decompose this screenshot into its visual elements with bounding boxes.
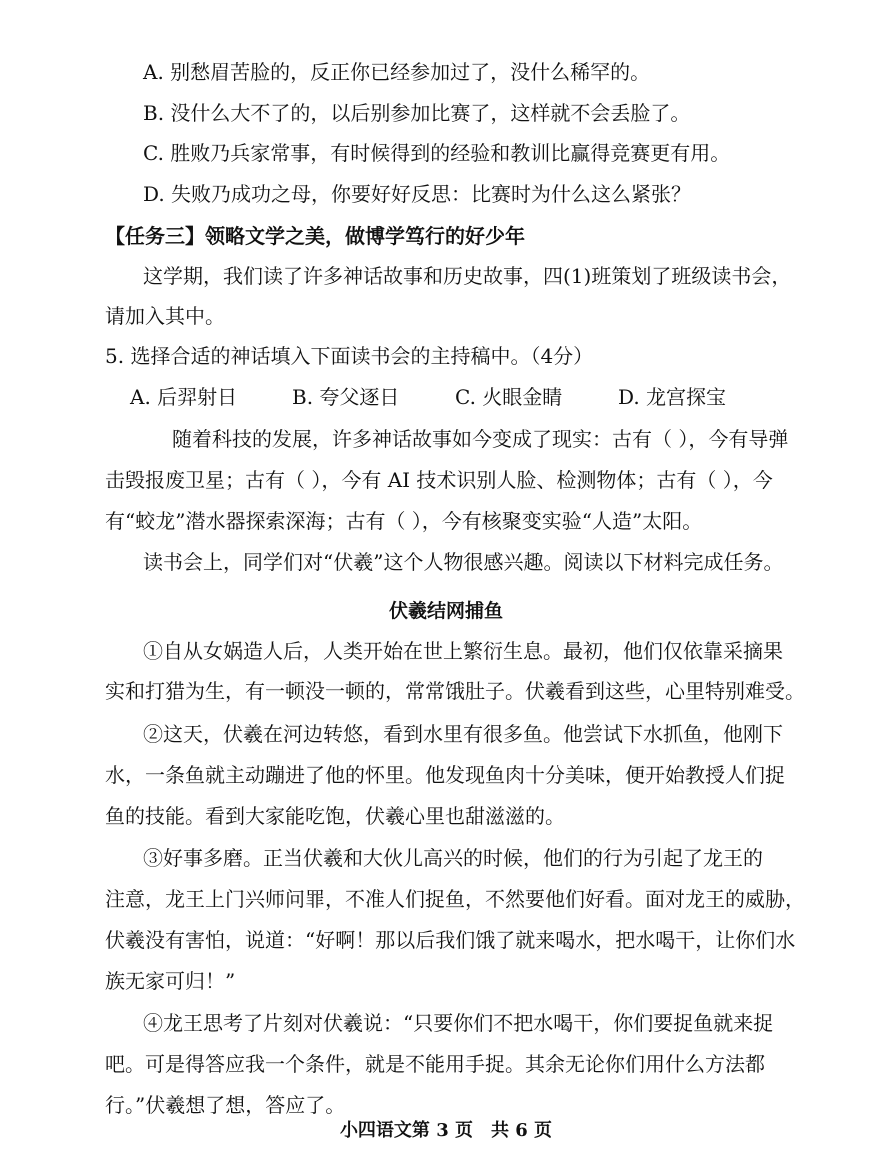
page-footer: 小四语文第 3 页 共 6 页 <box>339 1120 553 1141</box>
choice-b: B. 没什么大不了的，以后别参加比赛了，这样就不会丢脸了。 <box>143 101 691 125</box>
myth-option-c: C. 火眼金睛 <box>455 385 563 409</box>
myth-option-d: D. 龙宫探宝 <box>618 385 727 409</box>
host-script-line: 随着科技的发展，许多神话故事如今变成了现实：古有（ ），今有导弹 <box>172 427 789 451</box>
task3-heading: 【任务三】领略文学之美，做博学笃行的好少年 <box>105 224 525 248</box>
host-script-line: 有“蛟龙”潜水器探索深海；古有（ ），今有核聚变实验“人造”太阳。 <box>105 509 703 533</box>
passage-line: ②这天，伏羲在河边转悠，看到水里有很多鱼。他尝试下水抓鱼，他刚下 <box>143 722 783 746</box>
passage-title: 伏羲结网捕鱼 <box>388 600 503 622</box>
passage-line: ①自从女娲造人后，人类开始在世上繁衍生息。最初，他们仅依靠采摘果 <box>143 639 783 663</box>
passage-line: 鱼的技能。看到大家能吃饱，伏羲心里也甜滋滋的。 <box>105 804 565 828</box>
passage-line: ③好事多磨。正当伏羲和大伙儿高兴的时候，他们的行为引起了龙王的 <box>143 846 763 870</box>
choice-c: C. 胜败乃兵家常事，有时候得到的经验和教训比赢得竞赛更有用。 <box>143 141 731 165</box>
myth-option-b: B. 夸父逐日 <box>292 385 400 409</box>
passage-line: 水，一条鱼就主动蹦进了他的怀里。他发现鱼肉十分美味，便开始教授人们捉 <box>105 763 785 787</box>
question-5: 5. 选择合适的神话填入下面读书会的主持稿中。（4分） <box>105 344 594 368</box>
intro-line: 请加入其中。 <box>105 304 225 328</box>
passage-line: 族无家可归！” <box>105 969 236 993</box>
choice-d: D. 失败乃成功之母，你要好好反思：比赛时为什么这么紧张？ <box>143 182 692 206</box>
passage-line: ④龙王思考了片刻对伏羲说：“只要你们不把水喝干，你们要捉鱼就来捉 <box>143 1011 774 1035</box>
choice-a: A. 别愁眉苦脸的，反正你已经参加过了，没什么稀罕的。 <box>143 60 651 84</box>
host-script-line: 击毁报废卫星；古有（ ），今有 AI 技术识别人脸、检测物体；古有（ ），今 <box>105 468 773 492</box>
passage-line: 伏羲没有害怕，说道：“好啊！那以后我们饿了就来喝水，把水喝干，让你们水 <box>105 928 796 952</box>
passage-line: 行。”伏羲想了想，答应了。 <box>105 1093 346 1117</box>
passage-line: 注意，龙王上门兴师问罪，不准人们捉鱼，不然要他们好看。面对龙王的威胁， <box>105 887 805 911</box>
passage-line: 吧。可是得答应我一个条件，就是不能用手捉。其余无论你们用什么方法都 <box>105 1052 765 1076</box>
intro-line: 这学期，我们读了许多神话故事和历史故事，四(1)班策划了班级读书会， <box>143 264 792 288</box>
passage-line: 实和打猎为生，有一顿没一顿的，常常饿肚子。伏羲看到这些，心里特别难受。 <box>105 679 805 703</box>
fuxi-intro: 读书会上，同学们对“伏羲”这个人物很感兴趣。阅读以下材料完成任务。 <box>143 550 784 574</box>
myth-option-a: A. 后羿射日 <box>130 385 238 409</box>
